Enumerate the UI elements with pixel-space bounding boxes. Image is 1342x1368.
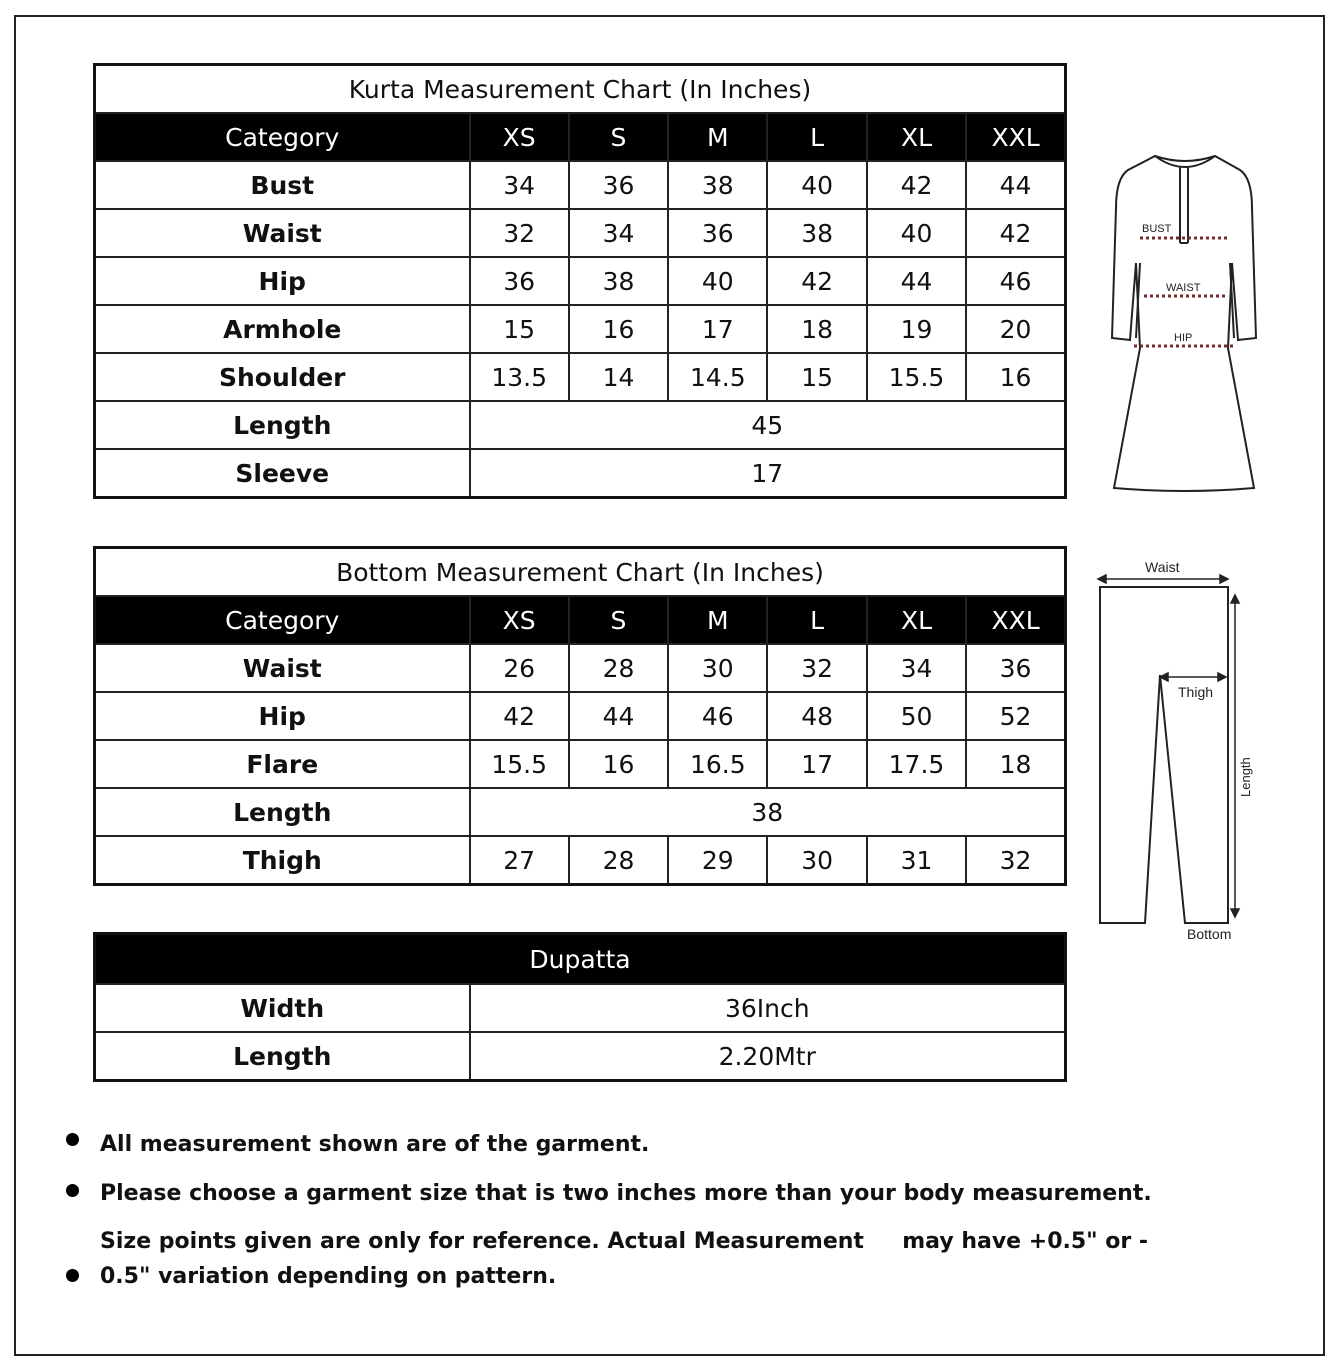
cell: 42 — [867, 161, 966, 209]
header-size: S — [569, 113, 668, 161]
header-size: M — [668, 596, 767, 644]
bust-label: BUST — [1142, 223, 1172, 235]
row-label: Waist — [95, 644, 470, 692]
length-label: Length — [1238, 757, 1253, 797]
cell: 38 — [668, 161, 767, 209]
cell: 30 — [668, 644, 767, 692]
cell: 34 — [470, 161, 569, 209]
bottom-table-title: Bottom Measurement Chart (In Inches) — [95, 548, 1066, 597]
row-label: Length — [95, 788, 470, 836]
cell: 36 — [966, 644, 1065, 692]
row-label: Thigh — [95, 836, 470, 885]
cell: 32 — [767, 644, 866, 692]
header-size: XXL — [966, 113, 1065, 161]
note-item: Size points given are only for reference. Actual Measurement may have +0.5" or - — [100, 1229, 1149, 1254]
cell: 13.5 — [470, 353, 569, 401]
cell: 30 — [767, 836, 866, 885]
cell: 36 — [470, 257, 569, 305]
cell: 42 — [966, 209, 1065, 257]
row-label: Bust — [95, 161, 470, 209]
cell: 14 — [569, 353, 668, 401]
cell: 44 — [569, 692, 668, 740]
pants-arrows — [1098, 575, 1239, 917]
waist-label: WAIST — [1166, 282, 1201, 294]
row-label: Waist — [95, 209, 470, 257]
cell: 20 — [966, 305, 1065, 353]
bullet-icon — [66, 1184, 79, 1197]
thigh-label: Thigh — [1178, 684, 1214, 700]
row-label: Flare — [95, 740, 470, 788]
cell: 44 — [867, 257, 966, 305]
table-row — [95, 353, 1066, 401]
header-size: L — [767, 113, 866, 161]
waist-label: Waist — [1145, 559, 1180, 575]
header-size: S — [569, 596, 668, 644]
row-label: Hip — [95, 692, 470, 740]
cell: 28 — [569, 836, 668, 885]
cell: 44 — [966, 161, 1065, 209]
cell: 48 — [767, 692, 866, 740]
table-row — [95, 449, 1066, 498]
note-item: All measurement shown are of the garment. — [100, 1132, 650, 1157]
cell: 36 — [569, 161, 668, 209]
cell: 17 — [767, 740, 866, 788]
header-size: XS — [470, 596, 569, 644]
row-label: Length — [95, 401, 470, 449]
header-size: XL — [867, 596, 966, 644]
bullet-icon — [66, 1269, 79, 1282]
bottom-label: Bottom — [1187, 926, 1232, 942]
cell: 29 — [668, 836, 767, 885]
cell: 40 — [767, 161, 866, 209]
cell: 16.5 — [668, 740, 767, 788]
cell: 50 — [867, 692, 966, 740]
cell: 36 — [668, 209, 767, 257]
table-row — [95, 692, 1066, 740]
cell: 32 — [966, 836, 1065, 885]
header-size: XL — [867, 113, 966, 161]
cell: 42 — [470, 692, 569, 740]
cell: 17 — [470, 449, 1066, 498]
cell: 28 — [569, 644, 668, 692]
bottom-measurement-table — [93, 546, 1067, 886]
cell: 2.20Mtr — [470, 1032, 1066, 1081]
cell: 26 — [470, 644, 569, 692]
cell: 36Inch — [470, 984, 1066, 1032]
cell: 18 — [966, 740, 1065, 788]
row-label: Sleeve — [95, 449, 470, 498]
cell: 34 — [569, 209, 668, 257]
table-row — [95, 209, 1066, 257]
cell: 16 — [966, 353, 1065, 401]
cell: 14.5 — [668, 353, 767, 401]
table-row — [95, 788, 1066, 836]
table-row — [95, 984, 1066, 1032]
row-label: Shoulder — [95, 353, 470, 401]
cell: 46 — [668, 692, 767, 740]
bullet-icon — [66, 1133, 79, 1146]
cell: 15.5 — [867, 353, 966, 401]
kurta-header-row — [95, 113, 1066, 161]
note-item: Please choose a garment size that is two inches more than your body measurement. — [100, 1181, 1152, 1206]
table-row — [95, 305, 1066, 353]
cell: 16 — [569, 740, 668, 788]
kurta-measurement-table — [93, 63, 1067, 499]
cell: 17 — [668, 305, 767, 353]
row-label: Armhole — [95, 305, 470, 353]
table-row — [95, 1032, 1066, 1081]
kurta-outline — [1112, 156, 1256, 491]
cell: 38 — [569, 257, 668, 305]
header-category: Category — [95, 113, 470, 161]
cell: 42 — [767, 257, 866, 305]
cell: 16 — [569, 305, 668, 353]
cell: 34 — [867, 644, 966, 692]
row-label: Hip — [95, 257, 470, 305]
cell: 45 — [470, 401, 1066, 449]
dupatta-table — [93, 932, 1067, 1082]
hip-label: HIP — [1174, 332, 1193, 344]
cell: 40 — [867, 209, 966, 257]
table-row — [95, 161, 1066, 209]
header-size: M — [668, 113, 767, 161]
bottom-header-row — [95, 596, 1066, 644]
cell: 27 — [470, 836, 569, 885]
header-size: L — [767, 596, 866, 644]
cell: 15.5 — [470, 740, 569, 788]
table-row — [95, 644, 1066, 692]
cell: 15 — [470, 305, 569, 353]
cell: 15 — [767, 353, 866, 401]
cell: 40 — [668, 257, 767, 305]
table-row — [95, 401, 1066, 449]
cell: 38 — [767, 209, 866, 257]
dupatta-title: Dupatta — [95, 934, 1066, 985]
pants-outline — [1100, 587, 1228, 923]
kurta-table-title: Kurta Measurement Chart (In Inches) — [95, 65, 1066, 114]
cell: 52 — [966, 692, 1065, 740]
row-label: Width — [95, 984, 470, 1032]
table-row — [95, 257, 1066, 305]
cell: 32 — [470, 209, 569, 257]
pants-diagram — [1090, 555, 1265, 950]
row-label: Length — [95, 1032, 470, 1081]
table-row — [95, 740, 1066, 788]
cell: 18 — [767, 305, 866, 353]
cell: 31 — [867, 836, 966, 885]
table-row — [95, 836, 1066, 885]
cell: 17.5 — [867, 740, 966, 788]
cell: 38 — [470, 788, 1066, 836]
note-item: 0.5" variation depending on pattern. — [100, 1264, 557, 1289]
cell: 19 — [867, 305, 966, 353]
cell: 46 — [966, 257, 1065, 305]
header-size: XXL — [966, 596, 1065, 644]
header-category: Category — [95, 596, 470, 644]
header-size: XS — [470, 113, 569, 161]
kurta-diagram — [1100, 148, 1270, 498]
